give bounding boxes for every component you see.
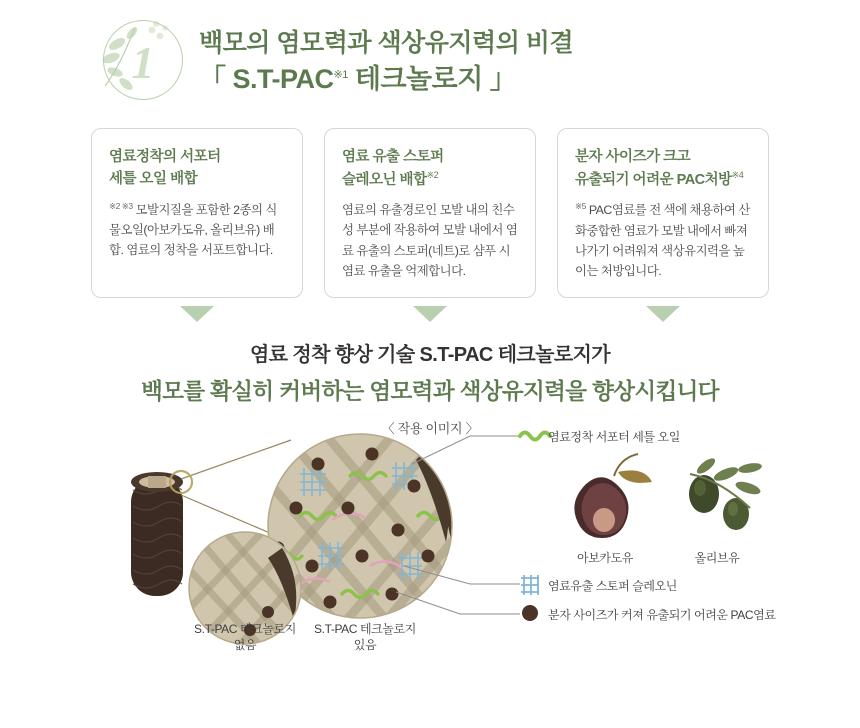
label-with-technology-line1: S.T-PAC 테크놀로지 — [314, 621, 416, 636]
card-body-text: PAC염료를 전 색에 채용하여 산화중합한 염료가 모발 내에서 빠져나가기 어려워져 색상유지력을 높이는 처방입니다. — [575, 203, 750, 278]
down-arrow-icon — [646, 306, 680, 322]
legend-label-pac-dye: 분자 사이즈가 커져 유출되기 어려운 PAC염료 — [548, 607, 776, 622]
card-body — [109, 200, 285, 260]
card-title-line2-text: 유출되기 어려운 PAC처방 — [575, 171, 732, 188]
card-title-line1: 염료정착의 서포터 — [109, 149, 221, 165]
label-without-technology-line1: S.T-PAC 테크놀로지 — [194, 621, 296, 636]
header-title-line2-post: 테크놀로지 」 — [347, 63, 517, 94]
arrow-slot — [91, 306, 303, 322]
legend-icon-pac-dye — [522, 605, 538, 621]
label-without-technology-line2: 없음 — [233, 638, 257, 653]
slogan-line2: 백모를 확실히 커버하는 염모력과 색상유지력을 향상시킵니다 — [141, 378, 719, 404]
card-body-text: 모발지질을 포함한 2종의 식물오일(아보카도유, 올리브유) 배합. 염료의 정착을 서포트합니다. — [109, 202, 277, 257]
feature-card-sleonin — [324, 128, 536, 298]
feature-card-pac — [557, 128, 769, 298]
page-header — [0, 0, 860, 110]
step-badge — [95, 14, 191, 110]
feature-card-list — [0, 128, 860, 298]
figure-caption: 〈 작용 이미지 〉 — [381, 420, 479, 436]
down-arrow-icon — [180, 306, 214, 322]
arrow-slot — [557, 306, 769, 322]
card-title-line2 — [342, 169, 518, 192]
header-title-line1: 백모의 염모력과 색상유지력의 비결 — [199, 28, 574, 57]
header-text-block — [191, 27, 573, 97]
arrow-slot — [324, 306, 536, 322]
label-with-technology-line2: 있음 — [353, 638, 377, 653]
card-title-line1: 염료 유출 스토퍼 — [342, 149, 444, 165]
card-title — [342, 147, 518, 191]
card-title-line1: 분자 사이즈가 크고 — [575, 149, 691, 165]
label-with-technology — [300, 621, 430, 653]
card-body-superscript: ※5 — [575, 201, 586, 212]
oil-name-avocado: 아보카도유 — [577, 550, 633, 565]
avocado-icon — [574, 454, 652, 538]
header-title-line2-pre: 「 S.T-PAC — [199, 63, 334, 94]
badge-number: 1 — [131, 36, 155, 88]
card-title-line2: 세틀 오일 배합 — [109, 170, 198, 187]
card-title-superscript: ※2 — [426, 169, 439, 180]
header-title-line2 — [199, 61, 573, 97]
card-title-line2-text: 슬레오닌 배합 — [342, 171, 427, 188]
card-title-superscript: ※4 — [731, 169, 744, 180]
slogan-block — [0, 340, 860, 410]
card-title — [575, 147, 751, 191]
card-body — [342, 200, 518, 280]
arrow-row — [0, 306, 860, 322]
legend-icon-sleonin — [521, 575, 539, 595]
legend-icon-settle-oil — [520, 432, 550, 439]
card-body-text: 염료의 유출경로인 모발 내의 친수성 부분에 작용하여 모발 내에서 염료 유출의 스토퍼(네트)로 샴푸 시 염료 유출을 억제합니다. — [342, 203, 518, 278]
down-arrow-icon — [413, 306, 447, 322]
card-title — [109, 147, 285, 191]
label-without-technology — [180, 621, 310, 653]
legend-label-settle-oil: 염료정착 서포터 세틀 오일 — [548, 429, 680, 444]
legend-label-sleonin: 염료유출 스토퍼 슬레오닌 — [548, 578, 677, 593]
card-body-superscript: ※2 ※3 — [109, 200, 133, 211]
card-body — [575, 200, 751, 281]
olive-icon — [689, 456, 763, 530]
slogan-line1: 염료 정착 향상 기술 S.T-PAC 테크놀로지가 — [249, 343, 611, 366]
card-title-line2 — [575, 169, 751, 192]
feature-card-settle-oil — [91, 128, 303, 298]
header-title-superscript: ※1 — [333, 68, 348, 81]
oil-name-olive: 올리브유 — [694, 550, 740, 565]
action-image-figure — [0, 416, 860, 701]
